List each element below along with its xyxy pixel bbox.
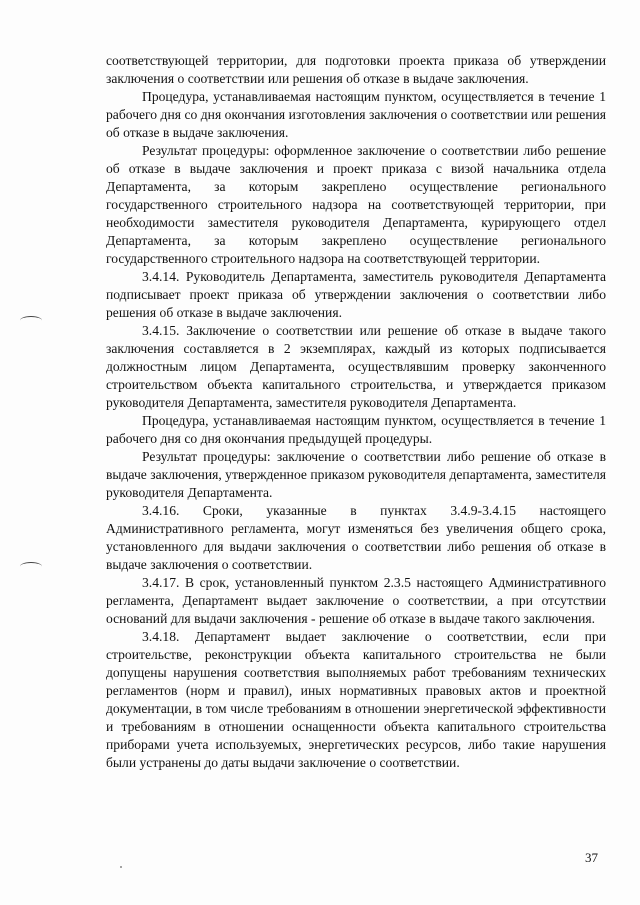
paragraph: Результат процедуры: заключение о соответствии либо решение об отказе в выдаче заключения, утвержденное приказом руководителя департамента, заместителя руководителя Департамента. xyxy=(106,449,606,500)
paragraph: Результат процедуры: оформленное заключение о соответствии либо решение об отказе в выдаче заключения и проект приказа с визой начальника отдела Департамента, за которым закреплено осуществление регионального государственного строительного надзора на соответствующей территории, при необходимости заместителя руководителя Департамента, курирующего отдел Департамента, за которым закреплено осуществление регионального государственного строительного надзора на соответствующей территории. xyxy=(106,143,606,266)
page-number: 37 xyxy=(585,850,598,865)
paragraph: Процедура, устанавливаемая настоящим пунктом, осуществляется в течение 1 рабочего дня со дня окончания изготовления заключения о соответствии или решения об отказе в выдаче заключения. xyxy=(106,89,606,140)
paragraph: 3.4.18. Департамент выдает заключение о соответствии, если при строительстве, реконструкции объекта капитального строительства не были допущены нарушения соответствия выполняемых работ требованиям технических регламентов (норм и правил), иных нормативных правовых актов и проектной документации, в том числе требованиям в отношении энергетической эффективности и требованиям в отношении оснащенности объекта капитального строительства приборами учета используемых, энергетических ресурсов, либо такие нарушения были устранены до даты выдачи заключение о соответствии. xyxy=(106,629,606,770)
paragraph: соответствующей территории, для подготовки проекта приказа об утверждении заключения о соответствии или решения об отказе в выдаче заключения. xyxy=(106,53,606,86)
margin-mark xyxy=(20,562,42,571)
paragraph: 3.4.14. Руководитель Департамента, заместитель руководителя Департамента подписывает проект приказа об утверждении заключения о соответствии либо решения об отказе в выдаче заключения. xyxy=(106,269,606,320)
margin-mark xyxy=(20,316,42,325)
body-text xyxy=(106,52,606,772)
paragraph: 3.4.15. Заключение о соответствии или решение об отказе в выдаче такого заключения составляется в 2 экземплярах, каждый из которых подписывается должностным лицом Департамента, осуществлявшим проверку законченного строительством объекта капитального строительства, и утверждается приказом руководителя Департамента, заместителя руководителя Департамента. xyxy=(106,323,606,410)
paragraph: Процедура, устанавливаемая настоящим пунктом, осуществляется в течение 1 рабочего дня со дня окончания предыдущей процедуры. xyxy=(106,413,606,446)
paragraph: 3.4.17. В срок, установленный пунктом 2.3.5 настоящего Административного регламента, Департамент выдает заключение о соответствии, а при отсутствии оснований для выдачи заключения - решение об отказе в выдаче такого заключения. xyxy=(106,575,606,626)
paragraph: 3.4.16. Сроки, указанные в пунктах 3.4.9-3.4.15 настоящего Административного регламента, могут изменяться без увеличения общего срока, установленного для выдачи заключения о соответствии либо решения об отказе в выдаче заключения о соответствии. xyxy=(106,503,606,572)
scan-speck xyxy=(120,866,122,868)
